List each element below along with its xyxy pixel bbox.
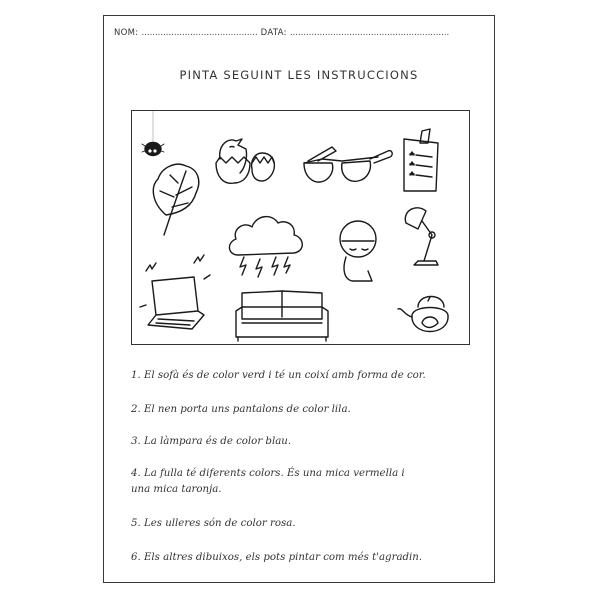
instruction-4-continued: una mica taronja. — [131, 484, 222, 495]
sofa-icon — [236, 291, 328, 341]
leaf-icon — [153, 164, 198, 235]
instruction-6: 6. Els altres dibuixos, els pots pintar com més t'agradin. — [131, 552, 423, 563]
date-field[interactable]: ........................................................... — [289, 28, 450, 38]
instruction-4: 4. La fulla té diferents colors. És una mica vermella i — [131, 468, 405, 479]
spider-icon — [142, 111, 164, 156]
worksheet-page — [103, 15, 495, 583]
laptop-icon — [140, 255, 210, 329]
glasses-icon — [304, 147, 392, 182]
boy-icon — [340, 221, 376, 281]
illustration-frame — [131, 110, 470, 345]
lamp-icon — [405, 208, 438, 265]
instruction-3: 3. La làmpara és de color blau. — [131, 436, 292, 447]
instruction-1: 1. El sofà és de color verd i té un coixí amb forma de cor. — [131, 370, 426, 381]
instruction-2: 2. El nen porta uns pantalons de color lila. — [131, 404, 351, 415]
chick-icon — [216, 139, 274, 183]
storm-cloud-icon — [229, 217, 302, 277]
date-label: DATA: — [260, 28, 287, 38]
name-label: NOM: — [114, 28, 139, 38]
header-fields — [114, 28, 449, 38]
page-title: PINTA SEGUINT LES INSTRUCCIONS — [179, 68, 419, 82]
name-field[interactable]: ........................................... — [141, 28, 258, 38]
note-icon — [404, 129, 438, 191]
teapot-icon — [398, 297, 448, 332]
instruction-5: 5. Les ulleres són de color rosa. — [131, 518, 296, 529]
